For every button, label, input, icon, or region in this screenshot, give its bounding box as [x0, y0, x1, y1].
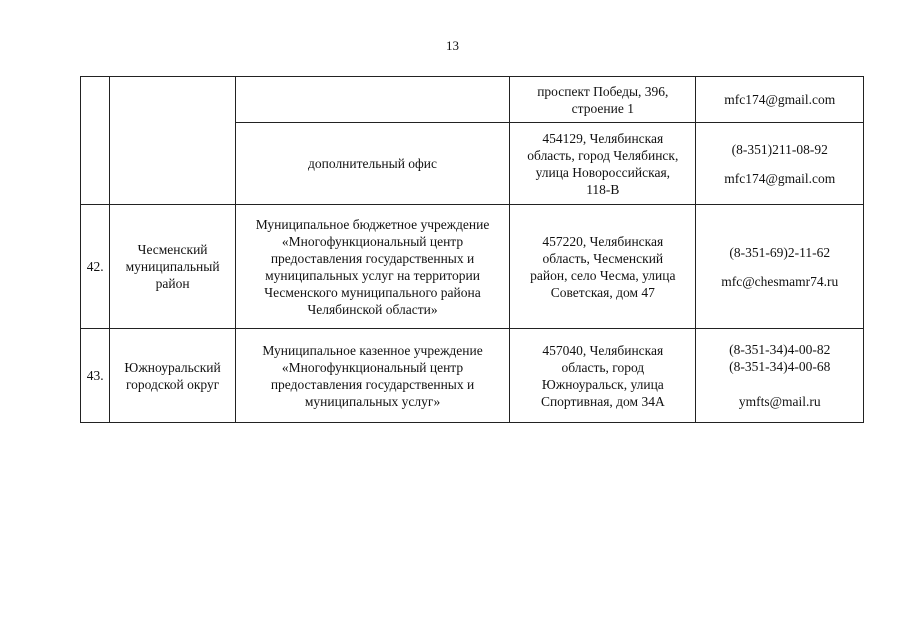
organization-line: Муниципальное бюджетное учреждение [255, 216, 490, 232]
organization-line: дополнительный офис [308, 156, 438, 171]
municipality-cell [110, 205, 236, 329]
organization-line: «Многофункциональный центр [281, 233, 464, 249]
address-line: область, город Челябинск, [527, 147, 679, 163]
phone-text: (8-351-34)4-00-68 [729, 359, 831, 374]
contact-cell [696, 329, 864, 423]
row-number-cell: 43. [81, 329, 110, 423]
organization-cell [235, 123, 509, 205]
mfc-registry-table [80, 76, 864, 423]
organization-line: Чесменского муниципального района [264, 284, 481, 300]
address-line: 454129, Челябинская [542, 130, 664, 146]
municipality-line: муниципальный [125, 259, 220, 274]
page-number: 13 [446, 38, 459, 53]
address-line: строение 1 [571, 100, 634, 116]
address-line: улица Новороссийская, [535, 164, 671, 180]
phone-text: (8-351-69)2-11-62 [729, 244, 831, 260]
municipality-cell [110, 77, 236, 205]
address-cell [510, 329, 696, 423]
address-line: 457040, Челябинская [542, 342, 664, 358]
address-line: область, город [561, 359, 645, 375]
organization-line: Муниципальное казенное учреждение [262, 342, 483, 358]
organization-line: предоставления государственных и [270, 376, 475, 392]
email-text: mfc@chesmamr74.ru [721, 273, 839, 289]
municipality-line: городской округ [125, 376, 220, 392]
table-row [81, 205, 864, 329]
contact-cell [696, 205, 864, 329]
organization-line: «Многофункциональный центр [281, 359, 464, 375]
phone-text: (8-351-34)4-00-82 [729, 342, 831, 357]
address-line: проспект Победы, 396, [537, 83, 669, 99]
organization-line: предоставления государственных и [270, 250, 475, 266]
address-line: 118-В [586, 181, 620, 197]
address-line: Южноуральск, улица [541, 376, 664, 392]
organization-cell [235, 77, 509, 123]
contact-cell [696, 77, 864, 123]
municipality-line: Южноуральский [124, 359, 221, 375]
address-cell [510, 123, 696, 205]
address-line: область, Чесменский [542, 250, 664, 266]
municipality-line: Чесменский [137, 242, 208, 257]
organization-line: Челябинской области» [307, 301, 438, 317]
email-text: ymfts@mail.ru [738, 394, 821, 409]
phone-text: (8-351)211-08-92 [731, 141, 828, 157]
email-text: mfc174@gmail.com [724, 170, 836, 186]
organization-line: муниципальных услуг на территории [265, 267, 480, 283]
municipality-line: район [155, 276, 190, 291]
address-line: район, село Чесма, улица [530, 267, 676, 283]
contact-cell [696, 123, 864, 205]
address-cell [510, 205, 696, 329]
address-line: Спортивная, дом 34А [540, 393, 665, 409]
row-number-cell [81, 77, 110, 205]
organization-cell [235, 205, 509, 329]
address-line: 457220, Челябинская [542, 233, 664, 249]
table-row [81, 329, 864, 423]
table-row [81, 77, 864, 123]
email-text: mfc174@gmail.com [724, 92, 836, 107]
organization-line: муниципальных услуг» [304, 393, 441, 409]
row-number-cell: 42. [81, 205, 110, 329]
municipality-cell [110, 329, 236, 423]
organization-cell [235, 329, 509, 423]
address-line: Советская, дом 47 [550, 284, 655, 300]
address-cell [510, 77, 696, 123]
